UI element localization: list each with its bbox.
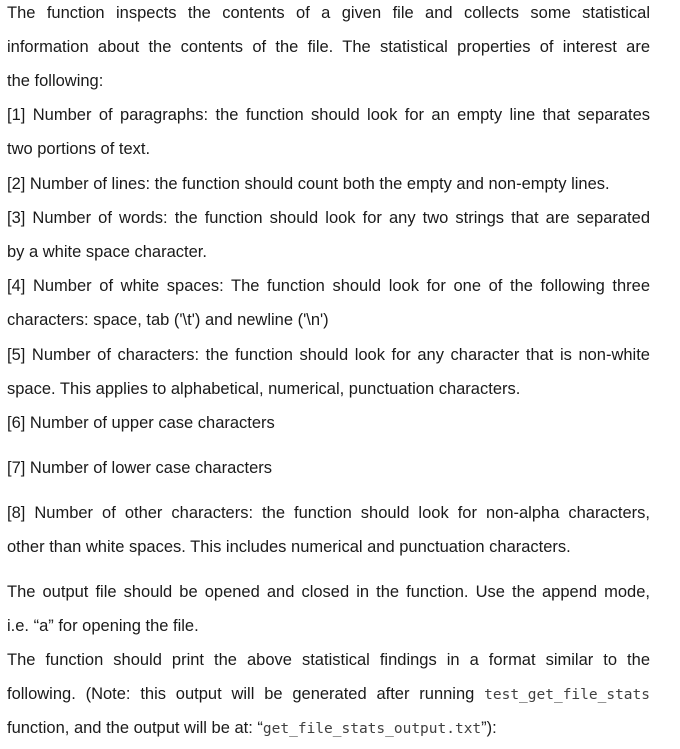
text-line: characters: space, tab ('\t') and newline ('\n') [7, 311, 329, 329]
text-line: The output file should be opened and closed in the function. Use the append mode, [7, 583, 650, 601]
list-item-words: [3] Number of words: the function should look for any two strings that are separated [7, 209, 650, 227]
list-item-paragraphs: [1] Number of paragraphs: the function should look for an empty line that separates [7, 106, 650, 124]
code-output-filename: get_file_stats_output.txt [262, 721, 482, 737]
list-item-white-spaces: [4] Number of white spaces: The function should look for one of the following three [7, 277, 650, 295]
text-line: following. (Note: this output will be generated after running test_get_file_stats [7, 685, 650, 703]
text-line: The function should print the above statistical findings in a format similar to the [7, 651, 650, 669]
text-line: function, and the output will be at: “get_file_stats_output.txt”): [7, 719, 497, 737]
text-line: two portions of text. [7, 140, 151, 158]
list-item-other-characters: [8] Number of other characters: the function should look for non-alpha characters, [7, 504, 650, 522]
text-line: The function inspects the contents of a given file and collects some statistical [7, 4, 650, 22]
text-line: the following: [7, 72, 104, 90]
text-line: information about the contents of the file. The statistical properties of interest are [7, 38, 650, 56]
text-line: i.e. “a” for opening the file. [7, 617, 199, 635]
text-line: by a white space character. [7, 243, 207, 261]
text-line: space. This applies to alphabetical, numerical, punctuation characters. [7, 380, 521, 398]
code-function-name: test_get_file_stats [484, 687, 650, 703]
list-item-lines: [2] Number of lines: the function should count both the empty and non-empty lines. [7, 175, 610, 193]
list-item-lower-case: [7] Number of lower case characters [7, 459, 273, 477]
text-line: other than white spaces. This includes numerical and punctuation characters. [7, 538, 571, 556]
list-item-upper-case: [6] Number of upper case characters [7, 414, 275, 432]
list-item-characters: [5] Number of characters: the function should look for any character that is non-white [7, 346, 650, 364]
